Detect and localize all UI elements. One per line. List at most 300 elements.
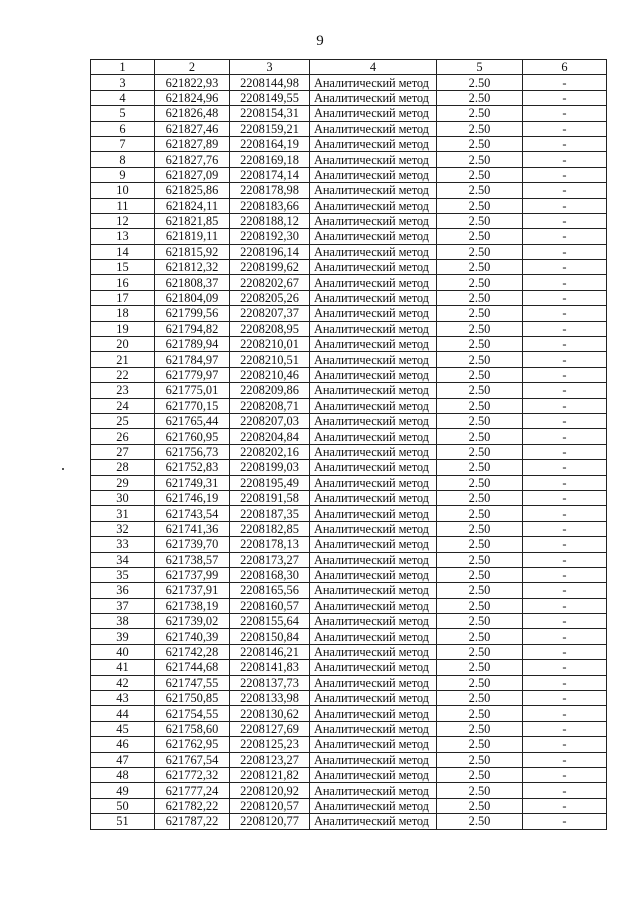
cell-accuracy: 2.50 (437, 352, 523, 367)
cell-coord-y: 2208127,69 (230, 721, 310, 736)
cell-method: Аналитический метод (310, 783, 437, 798)
cell-coord-x: 621789,94 (155, 337, 230, 352)
table-row (91, 121, 607, 136)
cell-note: - (523, 290, 607, 305)
table-row (91, 675, 607, 690)
cell-method: Аналитический метод (310, 152, 437, 167)
cell-coord-y: 2208160,57 (230, 598, 310, 613)
cell-accuracy: 2.50 (437, 475, 523, 490)
cell-method: Аналитический метод (310, 737, 437, 752)
cell-note: - (523, 75, 607, 90)
cell-coord-x: 621749,31 (155, 475, 230, 490)
cell-coord-y: 2208207,03 (230, 413, 310, 428)
cell-note: - (523, 475, 607, 490)
cell-method: Аналитический метод (310, 552, 437, 567)
table-row (91, 244, 607, 259)
cell-coord-y: 2208120,92 (230, 783, 310, 798)
cell-coord-x: 621819,11 (155, 229, 230, 244)
cell-point-number: 47 (91, 752, 155, 767)
table-row (91, 798, 607, 813)
cell-method: Аналитический метод (310, 337, 437, 352)
cell-coord-y: 2208165,56 (230, 583, 310, 598)
cell-coord-y: 2208210,51 (230, 352, 310, 367)
table-row (91, 783, 607, 798)
header-col-1: 1 (91, 60, 155, 75)
cell-coord-x: 621782,22 (155, 798, 230, 813)
cell-point-number: 6 (91, 121, 155, 136)
cell-note: - (523, 90, 607, 105)
cell-accuracy: 2.50 (437, 75, 523, 90)
cell-accuracy: 2.50 (437, 90, 523, 105)
cell-note: - (523, 275, 607, 290)
cell-method: Аналитический метод (310, 629, 437, 644)
table-row (91, 136, 607, 151)
table-row (91, 337, 607, 352)
cell-coord-x: 621744,68 (155, 660, 230, 675)
cell-point-number: 17 (91, 290, 155, 305)
cell-note: - (523, 244, 607, 259)
cell-coord-y: 2208192,30 (230, 229, 310, 244)
cell-coord-x: 621756,73 (155, 444, 230, 459)
table-row (91, 537, 607, 552)
cell-note: - (523, 398, 607, 413)
cell-point-number: 51 (91, 814, 155, 829)
cell-note: - (523, 721, 607, 736)
cell-coord-x: 621822,93 (155, 75, 230, 90)
cell-coord-x: 621824,11 (155, 198, 230, 213)
table-row (91, 213, 607, 228)
cell-note: - (523, 767, 607, 782)
cell-coord-y: 2208133,98 (230, 691, 310, 706)
cell-coord-x: 621827,09 (155, 167, 230, 182)
cell-note: - (523, 152, 607, 167)
cell-method: Аналитический метод (310, 429, 437, 444)
cell-note: - (523, 537, 607, 552)
cell-point-number: 10 (91, 183, 155, 198)
cell-note: - (523, 660, 607, 675)
cell-point-number: 38 (91, 614, 155, 629)
cell-coord-y: 2208120,77 (230, 814, 310, 829)
cell-coord-x: 621779,97 (155, 367, 230, 382)
table-row (91, 737, 607, 752)
cell-coord-x: 621772,32 (155, 767, 230, 782)
cell-coord-y: 2208168,30 (230, 567, 310, 582)
cell-method: Аналитический метод (310, 814, 437, 829)
cell-point-number: 23 (91, 383, 155, 398)
cell-point-number: 21 (91, 352, 155, 367)
cell-note: - (523, 752, 607, 767)
cell-coord-y: 2208144,98 (230, 75, 310, 90)
table-row (91, 752, 607, 767)
cell-method: Аналитический метод (310, 90, 437, 105)
cell-coord-x: 621770,15 (155, 398, 230, 413)
cell-method: Аналитический метод (310, 183, 437, 198)
cell-accuracy: 2.50 (437, 244, 523, 259)
cell-accuracy: 2.50 (437, 598, 523, 613)
cell-coord-y: 2208154,31 (230, 106, 310, 121)
cell-accuracy: 2.50 (437, 783, 523, 798)
cell-accuracy: 2.50 (437, 675, 523, 690)
table-row (91, 475, 607, 490)
cell-point-number: 8 (91, 152, 155, 167)
cell-note: - (523, 213, 607, 228)
cell-note: - (523, 783, 607, 798)
table-row (91, 152, 607, 167)
cell-coord-y: 2208120,57 (230, 798, 310, 813)
table-row (91, 198, 607, 213)
table-row (91, 90, 607, 105)
cell-point-number: 9 (91, 167, 155, 182)
cell-note: - (523, 229, 607, 244)
cell-coord-x: 621827,46 (155, 121, 230, 136)
table-row (91, 691, 607, 706)
cell-point-number: 13 (91, 229, 155, 244)
cell-note: - (523, 706, 607, 721)
cell-coord-x: 621794,82 (155, 321, 230, 336)
header-row (91, 60, 607, 75)
cell-point-number: 42 (91, 675, 155, 690)
cell-point-number: 32 (91, 521, 155, 536)
table-row (91, 460, 607, 475)
cell-coord-y: 2208130,62 (230, 706, 310, 721)
cell-coord-y: 2208149,55 (230, 90, 310, 105)
cell-point-number: 46 (91, 737, 155, 752)
cell-coord-y: 2208210,46 (230, 367, 310, 382)
cell-point-number: 11 (91, 198, 155, 213)
table-row (91, 814, 607, 829)
cell-coord-x: 621739,02 (155, 614, 230, 629)
cell-accuracy: 2.50 (437, 429, 523, 444)
table-row (91, 383, 607, 398)
cell-coord-y: 2208196,14 (230, 244, 310, 259)
cell-coord-y: 2208199,03 (230, 460, 310, 475)
cell-method: Аналитический метод (310, 521, 437, 536)
cell-coord-x: 621752,83 (155, 460, 230, 475)
cell-point-number: 36 (91, 583, 155, 598)
cell-coord-y: 2208208,95 (230, 321, 310, 336)
cell-accuracy: 2.50 (437, 213, 523, 228)
cell-method: Аналитический метод (310, 798, 437, 813)
cell-accuracy: 2.50 (437, 136, 523, 151)
cell-point-number: 16 (91, 275, 155, 290)
cell-accuracy: 2.50 (437, 337, 523, 352)
cell-coord-y: 2208159,21 (230, 121, 310, 136)
cell-coord-y: 2208202,67 (230, 275, 310, 290)
table-body (91, 75, 607, 829)
cell-coord-x: 621804,09 (155, 290, 230, 305)
cell-coord-x: 621787,22 (155, 814, 230, 829)
table-row (91, 506, 607, 521)
table-row (91, 429, 607, 444)
cell-coord-y: 2208187,35 (230, 506, 310, 521)
cell-coord-x: 621775,01 (155, 383, 230, 398)
cell-coord-y: 2208137,73 (230, 675, 310, 690)
cell-method: Аналитический метод (310, 321, 437, 336)
coordinates-table (90, 59, 607, 830)
cell-accuracy: 2.50 (437, 721, 523, 736)
cell-accuracy: 2.50 (437, 614, 523, 629)
cell-method: Аналитический метод (310, 275, 437, 290)
cell-coord-x: 621824,96 (155, 90, 230, 105)
cell-note: - (523, 321, 607, 336)
cell-point-number: 24 (91, 398, 155, 413)
table-row (91, 290, 607, 305)
cell-accuracy: 2.50 (437, 644, 523, 659)
cell-coord-x: 621739,70 (155, 537, 230, 552)
cell-method: Аналитический метод (310, 598, 437, 613)
cell-point-number: 41 (91, 660, 155, 675)
table-row (91, 521, 607, 536)
scan-speck (62, 468, 64, 470)
cell-method: Аналитический метод (310, 121, 437, 136)
table-row (91, 567, 607, 582)
cell-coord-x: 621760,95 (155, 429, 230, 444)
cell-method: Аналитический метод (310, 136, 437, 151)
cell-coord-x: 621738,19 (155, 598, 230, 613)
cell-coord-x: 621826,48 (155, 106, 230, 121)
cell-coord-y: 2208208,71 (230, 398, 310, 413)
cell-accuracy: 2.50 (437, 629, 523, 644)
cell-point-number: 4 (91, 90, 155, 105)
cell-note: - (523, 506, 607, 521)
cell-accuracy: 2.50 (437, 290, 523, 305)
cell-point-number: 18 (91, 306, 155, 321)
cell-coord-x: 621825,86 (155, 183, 230, 198)
cell-coord-y: 2208178,13 (230, 537, 310, 552)
cell-method: Аналитический метод (310, 460, 437, 475)
cell-point-number: 29 (91, 475, 155, 490)
cell-coord-y: 2208173,27 (230, 552, 310, 567)
cell-note: - (523, 337, 607, 352)
cell-point-number: 45 (91, 721, 155, 736)
cell-accuracy: 2.50 (437, 460, 523, 475)
cell-coord-y: 2208202,16 (230, 444, 310, 459)
cell-note: - (523, 598, 607, 613)
cell-point-number: 3 (91, 75, 155, 90)
cell-point-number: 12 (91, 213, 155, 228)
cell-accuracy: 2.50 (437, 413, 523, 428)
cell-method: Аналитический метод (310, 398, 437, 413)
cell-point-number: 33 (91, 537, 155, 552)
table-row (91, 275, 607, 290)
table-row (91, 229, 607, 244)
cell-accuracy: 2.50 (437, 198, 523, 213)
cell-coord-y: 2208183,66 (230, 198, 310, 213)
cell-coord-x: 621740,39 (155, 629, 230, 644)
cell-accuracy: 2.50 (437, 490, 523, 505)
cell-note: - (523, 567, 607, 582)
table-row (91, 614, 607, 629)
cell-note: - (523, 675, 607, 690)
cell-coord-x: 621742,28 (155, 644, 230, 659)
cell-accuracy: 2.50 (437, 552, 523, 567)
table-row (91, 306, 607, 321)
cell-coord-x: 621815,92 (155, 244, 230, 259)
cell-point-number: 30 (91, 490, 155, 505)
cell-coord-y: 2208182,85 (230, 521, 310, 536)
table-row (91, 721, 607, 736)
table-row (91, 167, 607, 182)
cell-method: Аналитический метод (310, 506, 437, 521)
cell-note: - (523, 167, 607, 182)
cell-coord-y: 2208204,84 (230, 429, 310, 444)
cell-accuracy: 2.50 (437, 275, 523, 290)
cell-method: Аналитический метод (310, 660, 437, 675)
cell-note: - (523, 814, 607, 829)
cell-coord-x: 621767,54 (155, 752, 230, 767)
cell-coord-x: 621799,56 (155, 306, 230, 321)
cell-method: Аналитический метод (310, 537, 437, 552)
cell-note: - (523, 644, 607, 659)
cell-accuracy: 2.50 (437, 106, 523, 121)
header-col-3: 3 (230, 60, 310, 75)
cell-accuracy: 2.50 (437, 229, 523, 244)
cell-method: Аналитический метод (310, 567, 437, 582)
cell-coord-y: 2208150,84 (230, 629, 310, 644)
cell-coord-y: 2208205,26 (230, 290, 310, 305)
cell-coord-y: 2208199,62 (230, 260, 310, 275)
cell-accuracy: 2.50 (437, 260, 523, 275)
cell-coord-x: 621765,44 (155, 413, 230, 428)
cell-point-number: 44 (91, 706, 155, 721)
cell-accuracy: 2.50 (437, 506, 523, 521)
cell-method: Аналитический метод (310, 444, 437, 459)
table-row (91, 598, 607, 613)
cell-coord-x: 621812,32 (155, 260, 230, 275)
cell-method: Аналитический метод (310, 706, 437, 721)
cell-method: Аналитический метод (310, 290, 437, 305)
cell-coord-x: 621750,85 (155, 691, 230, 706)
cell-method: Аналитический метод (310, 198, 437, 213)
cell-coord-x: 621827,76 (155, 152, 230, 167)
cell-method: Аналитический метод (310, 229, 437, 244)
cell-accuracy: 2.50 (437, 737, 523, 752)
cell-coord-x: 621827,89 (155, 136, 230, 151)
page-number: 9 (316, 33, 324, 49)
cell-coord-y: 2208164,19 (230, 136, 310, 151)
cell-point-number: 49 (91, 783, 155, 798)
cell-method: Аналитический метод (310, 260, 437, 275)
cell-accuracy: 2.50 (437, 321, 523, 336)
cell-accuracy: 2.50 (437, 691, 523, 706)
cell-method: Аналитический метод (310, 583, 437, 598)
cell-coord-y: 2208121,82 (230, 767, 310, 782)
cell-note: - (523, 306, 607, 321)
cell-method: Аналитический метод (310, 767, 437, 782)
cell-note: - (523, 198, 607, 213)
cell-method: Аналитический метод (310, 213, 437, 228)
cell-method: Аналитический метод (310, 167, 437, 182)
cell-method: Аналитический метод (310, 475, 437, 490)
cell-coord-x: 621821,85 (155, 213, 230, 228)
cell-note: - (523, 413, 607, 428)
cell-point-number: 39 (91, 629, 155, 644)
table-row (91, 260, 607, 275)
cell-point-number: 43 (91, 691, 155, 706)
table-row (91, 367, 607, 382)
cell-accuracy: 2.50 (437, 706, 523, 721)
cell-method: Аналитический метод (310, 367, 437, 382)
table-row (91, 660, 607, 675)
cell-method: Аналитический метод (310, 490, 437, 505)
header-col-2: 2 (155, 60, 230, 75)
cell-accuracy: 2.50 (437, 121, 523, 136)
cell-note: - (523, 521, 607, 536)
cell-coord-y: 2208141,83 (230, 660, 310, 675)
cell-coord-y: 2208123,27 (230, 752, 310, 767)
cell-method: Аналитический метод (310, 614, 437, 629)
cell-note: - (523, 121, 607, 136)
cell-coord-y: 2208178,98 (230, 183, 310, 198)
table-row (91, 706, 607, 721)
cell-coord-y: 2208155,64 (230, 614, 310, 629)
cell-accuracy: 2.50 (437, 306, 523, 321)
cell-point-number: 28 (91, 460, 155, 475)
cell-method: Аналитический метод (310, 106, 437, 121)
cell-point-number: 37 (91, 598, 155, 613)
table-row (91, 106, 607, 121)
cell-coord-x: 621737,91 (155, 583, 230, 598)
cell-note: - (523, 691, 607, 706)
cell-point-number: 50 (91, 798, 155, 813)
cell-point-number: 19 (91, 321, 155, 336)
cell-point-number: 7 (91, 136, 155, 151)
cell-method: Аналитический метод (310, 383, 437, 398)
cell-method: Аналитический метод (310, 75, 437, 90)
cell-accuracy: 2.50 (437, 767, 523, 782)
cell-note: - (523, 367, 607, 382)
cell-accuracy: 2.50 (437, 521, 523, 536)
cell-coord-x: 621741,36 (155, 521, 230, 536)
cell-point-number: 15 (91, 260, 155, 275)
cell-coord-y: 2208191,58 (230, 490, 310, 505)
cell-point-number: 25 (91, 413, 155, 428)
cell-coord-x: 621784,97 (155, 352, 230, 367)
cell-accuracy: 2.50 (437, 752, 523, 767)
cell-method: Аналитический метод (310, 721, 437, 736)
cell-coord-x: 621762,95 (155, 737, 230, 752)
cell-note: - (523, 798, 607, 813)
cell-coord-x: 621808,37 (155, 275, 230, 290)
cell-accuracy: 2.50 (437, 537, 523, 552)
table-row (91, 552, 607, 567)
table-row (91, 583, 607, 598)
cell-coord-x: 621746,19 (155, 490, 230, 505)
cell-method: Аналитический метод (310, 352, 437, 367)
cell-point-number: 5 (91, 106, 155, 121)
cell-point-number: 34 (91, 552, 155, 567)
cell-method: Аналитический метод (310, 691, 437, 706)
cell-note: - (523, 629, 607, 644)
cell-method: Аналитический метод (310, 675, 437, 690)
cell-coord-x: 621743,54 (155, 506, 230, 521)
cell-accuracy: 2.50 (437, 444, 523, 459)
cell-accuracy: 2.50 (437, 398, 523, 413)
table-row (91, 644, 607, 659)
cell-note: - (523, 429, 607, 444)
cell-point-number: 27 (91, 444, 155, 459)
table-row (91, 398, 607, 413)
table-row (91, 75, 607, 90)
cell-note: - (523, 260, 607, 275)
table-row (91, 352, 607, 367)
cell-method: Аналитический метод (310, 644, 437, 659)
cell-note: - (523, 460, 607, 475)
cell-note: - (523, 583, 607, 598)
cell-accuracy: 2.50 (437, 167, 523, 182)
cell-accuracy: 2.50 (437, 383, 523, 398)
cell-point-number: 48 (91, 767, 155, 782)
